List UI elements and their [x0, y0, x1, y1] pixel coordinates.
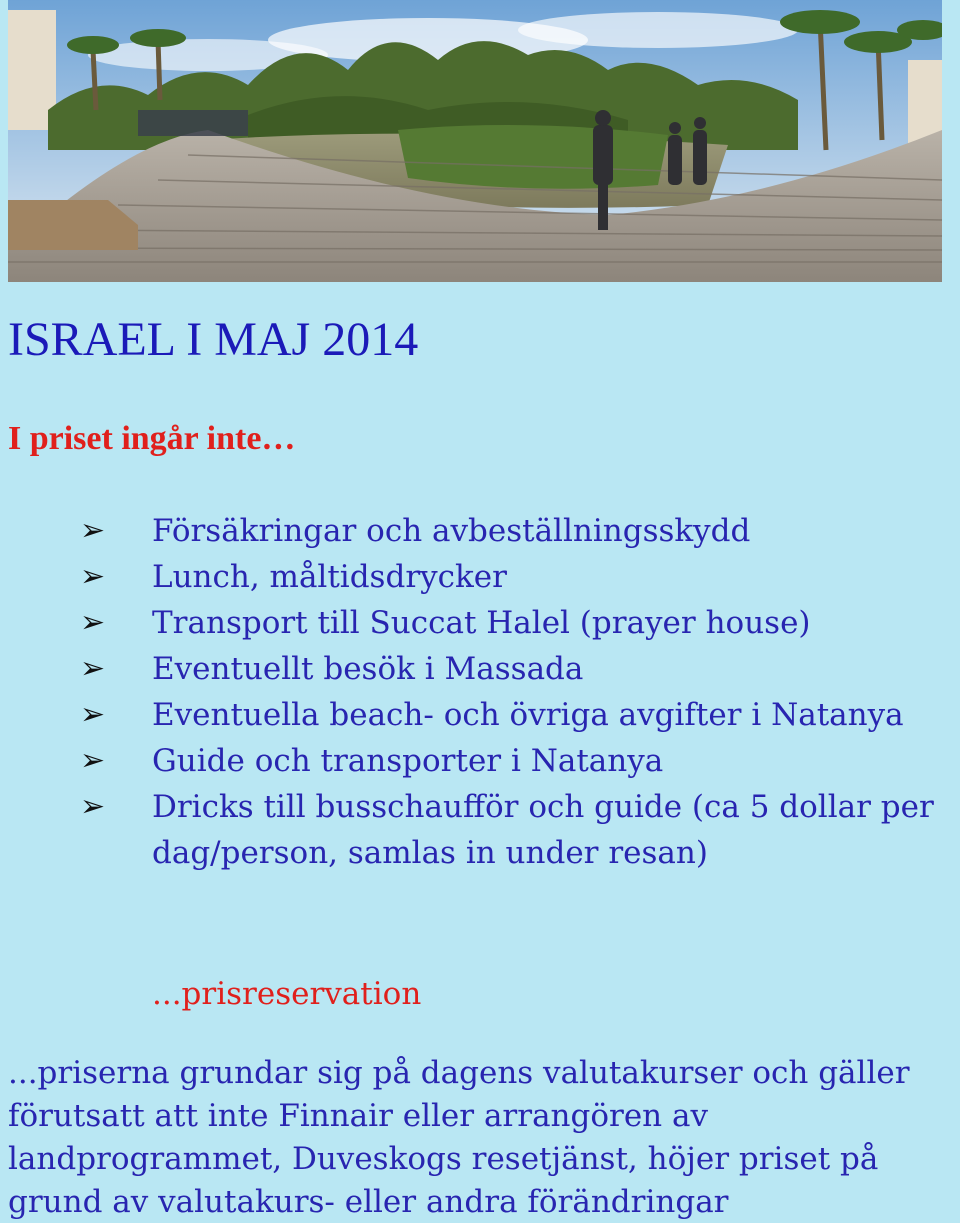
- list-item-text: Försäkringar och avbeställningsskydd: [152, 513, 751, 549]
- header-photo: [8, 0, 942, 282]
- arrow-bullet-icon: ➢: [80, 743, 106, 778]
- list-item: [80, 554, 940, 600]
- list-item: [80, 692, 940, 738]
- page-title: ISRAEL I MAJ 2014: [8, 313, 419, 366]
- reservation-heading: ...prisreservation: [152, 976, 422, 1012]
- list-item-text: Guide och transporter i Natanya: [152, 743, 664, 779]
- list-item: [80, 738, 940, 784]
- arrow-bullet-icon: ➢: [80, 651, 106, 686]
- list-item-text: Dricks till busschaufför och guide (ca 5 dollar per dag/person, samlas in under resan): [152, 789, 934, 871]
- excluded-items-list: [80, 508, 940, 876]
- list-item-text: Transport till Succat Halel (prayer house): [152, 605, 811, 641]
- arrow-bullet-icon: ➢: [80, 789, 106, 824]
- list-item-text: Lunch, måltidsdrycker: [152, 559, 507, 595]
- reservation-text: ...priserna grundar sig på dagens valutakurser och gäller förutsatt att inte Finnair eller arrangören av landprogrammet, Duveskogs resetjänst, höjer priset på grund av valutakurs- eller andra förändringar: [8, 1055, 910, 1220]
- list-item-text: Eventuellt besök i Massada: [152, 651, 584, 687]
- section-subtitle: I priset ingår inte…: [8, 420, 296, 457]
- arrow-bullet-icon: ➢: [80, 513, 106, 548]
- list-item: [80, 646, 940, 692]
- panorama-image: [8, 0, 942, 282]
- arrow-bullet-icon: ➢: [80, 605, 106, 640]
- arrow-bullet-icon: ➢: [80, 697, 106, 732]
- list-item-text: Eventuella beach- och övriga avgifter i Natanya: [152, 697, 904, 733]
- list-item: [80, 600, 940, 646]
- list-item: [80, 784, 940, 876]
- arrow-bullet-icon: ➢: [80, 559, 106, 594]
- list-item: [80, 508, 940, 554]
